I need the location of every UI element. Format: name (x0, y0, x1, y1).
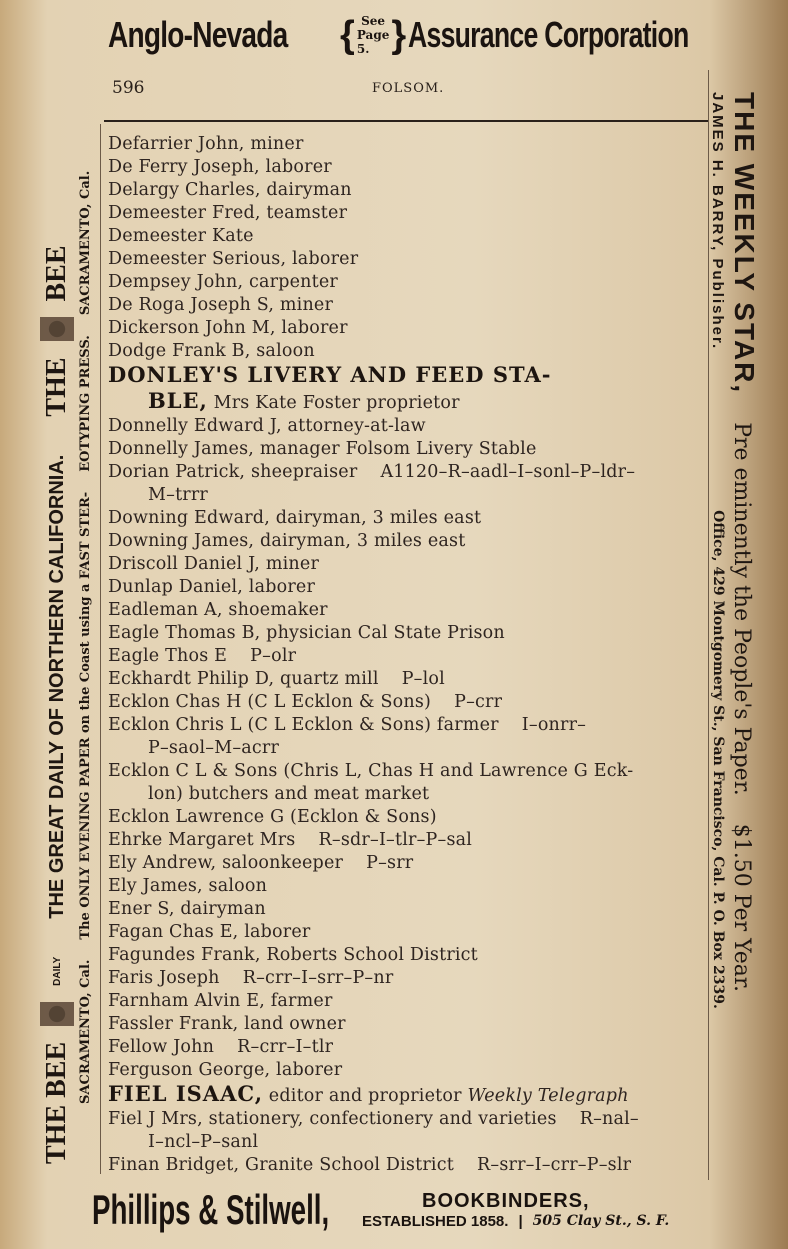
entry-text: lon) butchers and meat market (148, 784, 430, 804)
entry-text: Demeester Serious, laborer (108, 249, 359, 269)
directory-entry (108, 133, 708, 156)
directory-entry (108, 225, 708, 248)
entry-bold-name: BLE, (148, 388, 208, 413)
entry-text: I–ncl–P–sanl (148, 1132, 259, 1152)
sacramento-top: SACRAMENTO, Cal. (78, 170, 93, 316)
great-daily-line: THE GREAT DAILY OF NORTHERN CALIFORNIA. (45, 454, 68, 919)
bee-daily-label: DAILY (51, 956, 63, 986)
directory-entry (108, 179, 708, 202)
directory-entry (108, 271, 708, 294)
entry-text: Dunlap Daniel, laborer (108, 577, 316, 597)
entry-text: Eadleman A, shoemaker (108, 600, 328, 620)
directory-entry (108, 875, 708, 898)
directory-entry (108, 156, 708, 179)
left-column-rule (100, 124, 101, 1174)
directory-entry (108, 248, 708, 271)
entry-text: Finan Bridget, Granite School District R–srr–I–crr–P–slr (108, 1155, 632, 1175)
directory-entry (108, 576, 708, 599)
directory-entry (108, 599, 708, 622)
entry-text: Dodge Frank B, saloon (108, 341, 315, 361)
directory-entry (108, 461, 708, 484)
entry-text: Fiel J Mrs, stationery, confectionery and varieties R–nal– (108, 1109, 639, 1129)
entry-text: Ecklon Chris L (C L Ecklon & Sons) farmer I–onrr– (108, 715, 587, 735)
directory-entry (108, 415, 708, 438)
left-margin-advertisement (40, 64, 100, 1164)
entry-text: Ecklon Chas H (C L Ecklon & Sons) P–crr (108, 692, 503, 712)
left-ad-line-2 (78, 64, 93, 1164)
directory-entry (108, 622, 708, 645)
right-ad-line-2 (709, 92, 726, 1172)
directory-entry (108, 921, 708, 944)
directory-entry (108, 530, 708, 553)
directory-entries (108, 133, 708, 1177)
the-bee-top-label: THE (41, 357, 72, 417)
entry-text: P–saol–M–acrr (148, 738, 280, 758)
evening-paper-line: The ONLY EVENING PAPER on the Coast using a FAST STER- (78, 491, 93, 940)
entry-italic: Weekly Telegraph (467, 1086, 629, 1106)
entry-text: Ferguson George, laborer (108, 1060, 343, 1080)
directory-entry (108, 317, 708, 340)
entry-text: Eagle Thos E P–olr (108, 646, 297, 666)
entry-text: Eagle Thomas B, physician Cal State Prison (108, 623, 505, 643)
directory-entry (108, 507, 708, 530)
directory-entry (108, 852, 708, 875)
bookbinders-label: BOOKBINDERS, (422, 1190, 590, 1212)
entry-text: Dorian Patrick, sheepraiser A1120–R–aadl–I–sonl–P–ldr– (108, 462, 636, 482)
directory-entry (108, 990, 708, 1013)
directory-entry (108, 806, 708, 829)
separator: | (518, 1213, 523, 1230)
established-line (362, 1213, 669, 1230)
entry-text: De Ferry Joseph, laborer (108, 157, 332, 177)
entry-text: Driscoll Daniel J, miner (108, 554, 320, 574)
directory-entry (108, 438, 708, 461)
office-address: Office, 429 Montgomery St., San Francisco, Cal. P. O. Box 2339. (710, 510, 726, 1009)
entry-bold-name: FIEL ISAAC, (108, 1081, 264, 1106)
entry-text: Ecklon Lawrence G (Ecklon & Sons) (108, 807, 437, 827)
ad-anglo-nevada: Anglo-Nevada (108, 14, 288, 55)
sacramento-bottom: SACRAMENTO, Cal. (78, 959, 93, 1104)
entry-text: Fagundes Frank, Roberts School District (108, 945, 478, 965)
directory-entry (108, 1131, 708, 1154)
entry-text: Fellow John R–crr–I–tlr (108, 1037, 334, 1057)
directory-entry (108, 363, 708, 389)
directory-entry (108, 202, 708, 225)
right-ad-line-1 (728, 92, 760, 1172)
page-number: 596 (112, 78, 145, 98)
bottom-advertisement (92, 1176, 712, 1244)
right-margin-advertisement (700, 92, 760, 1172)
entry-text: Ehrke Margaret Mrs R–sdr–I–tlr–P–sal (108, 830, 473, 850)
header-rule (104, 120, 708, 122)
top-advertisement (108, 6, 708, 64)
entry-text: Fassler Frank, land owner (108, 1014, 346, 1034)
entry-text: Donnelly James, manager Folsom Livery Stable (108, 439, 537, 459)
entry-text: De Roga Joseph S, miner (108, 295, 334, 315)
entry-text: Demeester Kate (108, 226, 254, 246)
entry-text: Donnelly Edward J, attorney-at-law (108, 416, 426, 436)
bookbinders-block (362, 1190, 669, 1230)
entry-bold-name: DONLEY'S LIVERY AND FEED STA- (108, 362, 552, 387)
beehive-icon (40, 310, 74, 350)
directory-entry (108, 389, 708, 415)
directory-entry (108, 340, 708, 363)
entry-text: Demeester Fred, teamster (108, 203, 348, 223)
the-bee-top: BEE (41, 245, 72, 302)
directory-entry (108, 1082, 708, 1108)
town-heading: FOLSOM. (372, 81, 445, 96)
entry-text: Ecklon C L & Sons (Chris L, Chas H and Lawrence G Eck- (108, 761, 634, 781)
directory-entry (108, 1154, 708, 1177)
directory-entry (108, 737, 708, 760)
the-bee-bottom: THE BEE (41, 1041, 72, 1164)
stereotyping-line: EOTYPING PRESS. (78, 335, 93, 472)
page-ref: Page 5. (356, 28, 390, 56)
directory-entry (108, 668, 708, 691)
left-ad-line-1 (40, 64, 74, 1164)
directory-entry (108, 1013, 708, 1036)
directory-entry (108, 967, 708, 990)
directory-entry (108, 1108, 708, 1131)
directory-entry (108, 829, 708, 852)
entry-text: Faris Joseph R–crr–I–srr–P–nr (108, 968, 394, 988)
directory-entry (108, 645, 708, 668)
entry-text: Mrs Kate Foster proprietor (207, 393, 460, 413)
bookbinders-address: 505 Clay St., S. F. (532, 1213, 670, 1229)
beehive-icon (40, 994, 74, 1034)
directory-entry (108, 294, 708, 317)
entry-text: Farnham Alvin E, farmer (108, 991, 333, 1011)
directory-entry (108, 783, 708, 806)
directory-entry (108, 944, 708, 967)
see-page-note (357, 14, 390, 56)
entry-text: Eckhardt Philip D, quartz mill P–lol (108, 669, 445, 689)
peoples-paper-slogan: Pre eminently the People's Paper. (729, 422, 754, 796)
page-header (112, 76, 708, 102)
directory-entry (108, 484, 708, 507)
directory-entry (108, 1059, 708, 1082)
entry-text: Dickerson John M, laborer (108, 318, 348, 338)
see-label: See (361, 14, 386, 28)
entry-text: Dempsey John, carpenter (108, 272, 338, 292)
entry-text: Delargy Charles, dairyman (108, 180, 352, 200)
directory-entry (108, 553, 708, 576)
entry-text: M–trrr (148, 485, 208, 505)
ad-phillips-stilwell: Phillips & Stilwell, (92, 1186, 330, 1233)
entry-text: Fagan Chas E, laborer (108, 922, 311, 942)
brace-right: } (391, 13, 407, 56)
directory-entry (108, 714, 708, 737)
entry-text: Ely Andrew, saloonkeeper P–srr (108, 853, 414, 873)
brace-left: { (340, 13, 355, 56)
entry-text: editor and proprietor (263, 1086, 468, 1106)
weekly-star-title: THE WEEKLY STAR, (729, 92, 760, 395)
directory-entry (108, 1036, 708, 1059)
entry-text: Downing James, dairyman, 3 miles east (108, 531, 466, 551)
established-label: ESTABLISHED 1858. (362, 1213, 509, 1230)
entry-text: Ener S, dairyman (108, 899, 266, 919)
directory-entry (108, 691, 708, 714)
entry-text: Downing Edward, dairyman, 3 miles east (108, 508, 482, 528)
ad-assurance-corporation: Assurance Corporation (408, 14, 689, 55)
entry-text: Defarrier John, miner (108, 134, 304, 154)
subscription-price: $1.50 Per Year. (729, 823, 754, 992)
directory-entry (108, 760, 708, 783)
publisher-line: JAMES H. BARRY, Publisher. (709, 92, 726, 351)
entry-text: Ely James, saloon (108, 876, 268, 896)
directory-entry (108, 898, 708, 921)
